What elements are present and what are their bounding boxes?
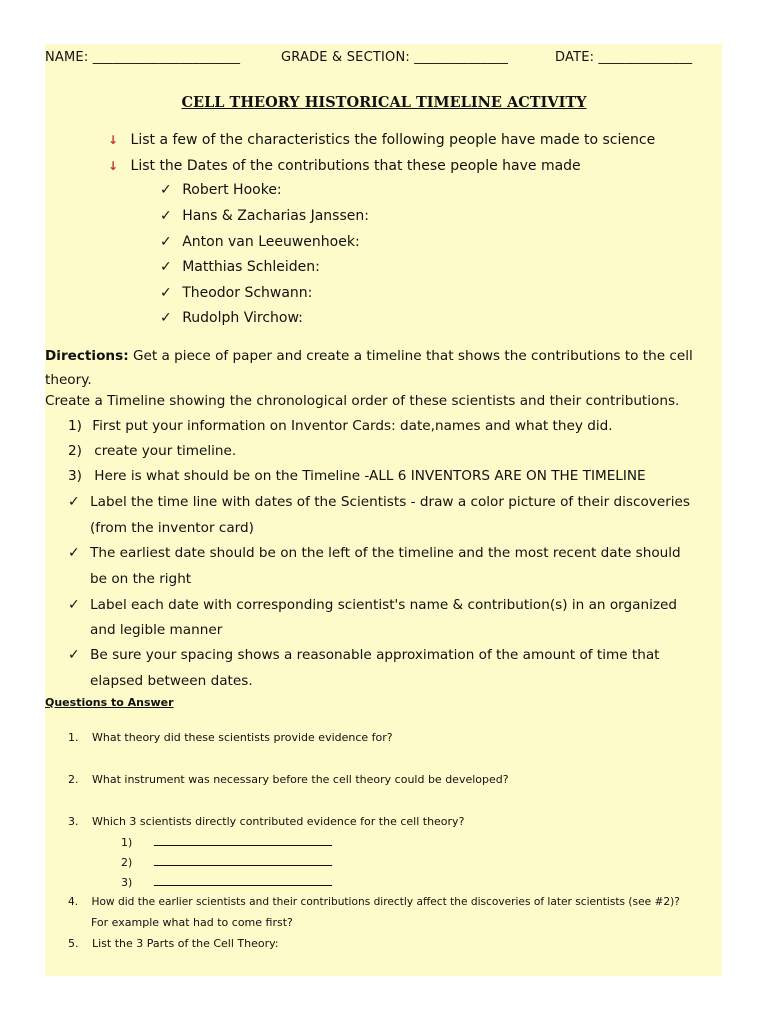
check-item (68, 597, 677, 613)
step-item (68, 418, 613, 434)
answer-number: 1) (121, 836, 133, 849)
question-item (68, 937, 279, 950)
scientist-item (160, 285, 312, 301)
check-text: Label the time line with dates of the Scientists - draw a color picture of their discoveries (90, 494, 690, 510)
check-item (68, 647, 660, 663)
check-text: Be sure your spacing shows a reasonable approximation of the amount of time that (90, 647, 660, 663)
questions-heading: Questions to Answer (45, 696, 174, 709)
question-item (68, 731, 393, 744)
step-text: First put your information on Inventor Cards: date,names and what they did. (92, 418, 613, 434)
answer-blank[interactable] (154, 855, 332, 866)
checkmark-icon: ✓ (160, 310, 172, 326)
red-down-arrow-icon: ↓ (108, 159, 119, 173)
answer-blank[interactable] (154, 835, 332, 846)
answer-blank[interactable] (154, 875, 332, 886)
directions-timeline-line: Create a Timeline showing the chronological order of these scientists and their contributions. (45, 393, 680, 409)
scientist-item (160, 310, 303, 326)
question-number: 1. (68, 731, 79, 744)
check-text: The earliest date should be on the left of the timeline and the most recent date should (90, 545, 681, 561)
question-number: 2. (68, 773, 79, 786)
scientist-name: Anton van Leeuwenhoek: (182, 234, 360, 250)
answer-number: 2) (121, 856, 133, 869)
bullet-item (108, 132, 655, 148)
question-text: What theory did these scientists provide evidence for? (92, 731, 393, 744)
answer-blank-row (121, 875, 332, 889)
question-text: List the 3 Parts of the Cell Theory: (92, 937, 279, 950)
page-title: CELL THEORY HISTORICAL TIMELINE ACTIVITY (181, 94, 587, 111)
step-item (68, 443, 236, 459)
scientist-name: Rudolph Virchow: (182, 310, 303, 326)
scientist-name: Robert Hooke: (182, 182, 282, 198)
step-number: 1) (68, 418, 82, 434)
step-number: 2) (68, 443, 82, 459)
directions-line (45, 348, 693, 364)
question-text: What instrument was necessary before the cell theory could be developed? (92, 773, 509, 786)
question-text-continued: For example what had to come first? (91, 916, 293, 929)
checkmark-icon: ✓ (68, 597, 80, 613)
question-text: Which 3 scientists directly contributed evidence for the cell theory? (92, 815, 465, 828)
checkmark-icon: ✓ (68, 494, 80, 510)
directions-text-continued: theory. (45, 372, 92, 388)
scientist-item (160, 182, 282, 198)
checkmark-icon: ✓ (160, 259, 172, 275)
checkmark-icon: ✓ (160, 234, 172, 250)
check-text-continued: be on the right (90, 571, 192, 587)
step-number: 3) (68, 468, 82, 484)
name-field-label: NAME: ______________________ (45, 50, 241, 65)
question-item (68, 896, 680, 908)
checkmark-icon: ✓ (68, 647, 80, 663)
scientist-item (160, 208, 369, 224)
check-text-continued: (from the inventor card) (90, 520, 254, 536)
question-number: 3. (68, 815, 79, 828)
date-field-label: DATE: ______________ (555, 50, 693, 65)
scientist-item (160, 259, 320, 275)
question-item (68, 815, 464, 828)
scientist-name: Matthias Schleiden: (182, 259, 320, 275)
bullet-text: List the Dates of the contributions that these people have made (130, 158, 581, 174)
check-text: Label each date with corresponding scientist's name & contribution(s) in an organized (90, 597, 677, 613)
scientist-name: Hans & Zacharias Janssen: (182, 208, 369, 224)
grade-section-field-label: GRADE & SECTION: ______________ (281, 50, 509, 65)
bullet-item (108, 158, 581, 174)
check-text-continued: and legible manner (90, 622, 223, 638)
bullet-text: List a few of the characteristics the following people have made to science (130, 132, 656, 148)
directions-text: Get a piece of paper and create a timeline that shows the contributions to the cell (128, 348, 693, 364)
question-text: How did the earlier scientists and their contributions directly affect the discoveries of later scientists (see #2)? (91, 896, 680, 908)
check-text-continued: elapsed between dates. (90, 673, 253, 689)
step-item (68, 468, 646, 484)
answer-blank-row (121, 835, 332, 849)
scientist-item (160, 234, 360, 250)
step-text: Here is what should be on the Timeline -ALL 6 INVENTORS ARE ON THE TIMELINE (94, 468, 646, 484)
question-item (68, 773, 509, 786)
question-number: 5. (68, 937, 79, 950)
step-text: create your timeline. (94, 443, 237, 459)
answer-number: 3) (121, 876, 133, 889)
checkmark-icon: ✓ (160, 182, 172, 198)
red-down-arrow-icon: ↓ (108, 133, 119, 147)
question-number: 4. (68, 896, 79, 908)
check-item (68, 545, 681, 561)
answer-blank-row (121, 855, 332, 869)
checkmark-icon: ✓ (160, 208, 172, 224)
directions-label: Directions: (45, 348, 129, 364)
checkmark-icon: ✓ (160, 285, 172, 301)
checkmark-icon: ✓ (68, 545, 80, 561)
scientist-name: Theodor Schwann: (182, 285, 313, 301)
check-item (68, 494, 690, 510)
